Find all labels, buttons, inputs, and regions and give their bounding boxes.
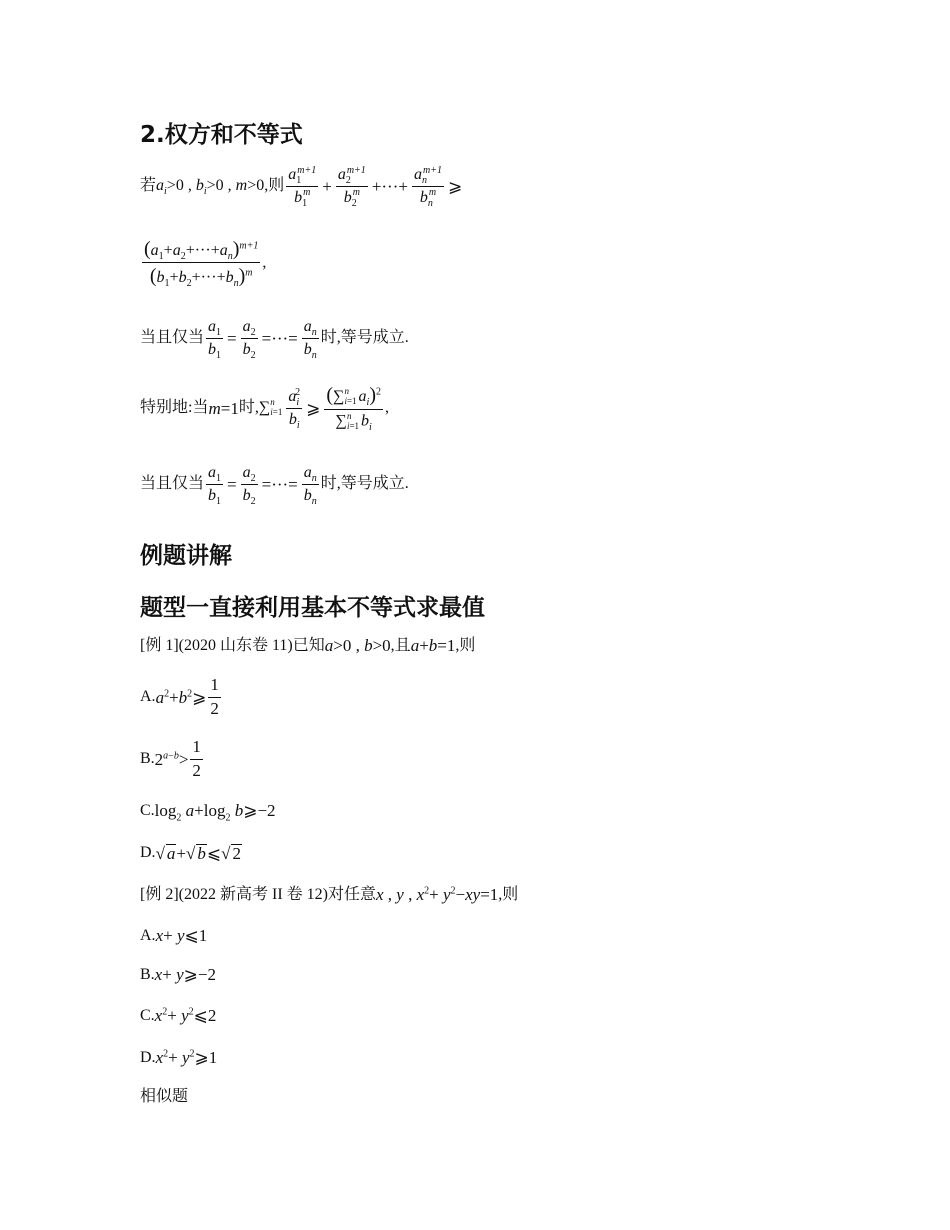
ex2-option-d-label: D. bbox=[140, 1048, 156, 1066]
ex1-option-a-label: A. bbox=[140, 688, 156, 706]
ex1-option-c[interactable]: C. $\log_2 a+\log_2$ b⩾−2 bbox=[140, 801, 276, 824]
ineq-comma: , bbox=[262, 253, 267, 271]
eq-cond2-prefix: 当且仅当 bbox=[140, 475, 205, 493]
type-heading: 题型一直接利用基本不等式求最值 bbox=[140, 595, 485, 621]
example-heading: 例题讲解 bbox=[140, 543, 232, 569]
similar-problems-label: 相似题 bbox=[140, 1088, 189, 1105]
ineq-then: ,则 bbox=[264, 177, 285, 195]
ex1-option-d-label: D. bbox=[140, 844, 156, 861]
ex1-option-b-label: B. bbox=[140, 750, 155, 768]
ineq-intro: 若 bbox=[140, 177, 157, 195]
ex1-option-c-label: C. bbox=[140, 801, 155, 819]
ineq-conditions: $a_i>0$ , $b_i>0$ , m>0 bbox=[156, 177, 265, 198]
example-1-stem: [例 1](2020 山东卷 11)已知 a>0 , b>0 ,且 a+b=1 ,则 bbox=[140, 636, 476, 655]
eq-cond-suffix: 时,等号成立. bbox=[320, 329, 409, 347]
equality-condition-2: 当且仅当 $\frac{a_1}{b_1}$ = $\frac{a_2}{b_2}$ =···= $\frac{a_n}{b_n}$ 时,等号成立. bbox=[140, 464, 409, 507]
ex1-and: ,且 bbox=[390, 636, 411, 654]
ex2-label: [例 2](2022 新高考 II 卷 12)对任意 bbox=[140, 885, 376, 903]
special-then: 时, bbox=[238, 399, 259, 416]
ex1-option-a[interactable]: A. $a^2+b^2⩾$ $\frac{1}{2}$ bbox=[140, 675, 219, 718]
special-prefix: 特别地:当 bbox=[140, 399, 209, 416]
fraction-term-1: $\frac{a_1^{m+1}}{b_1^m}$ bbox=[288, 164, 317, 209]
inequality-line-2 bbox=[140, 238, 267, 290]
ex2-option-d[interactable]: D. $x^2+$ $y^2⩾1$ bbox=[140, 1048, 218, 1067]
ex2-option-b-label: B. bbox=[140, 965, 155, 983]
ex1-label: [例 1](2020 山东卷 11)已知 bbox=[140, 636, 325, 654]
ex2-then: ,则 bbox=[498, 885, 519, 903]
equality-condition-1: 当且仅当 $\frac{a_1}{b_1}$ = $\frac{a_2}{b_2}$ =···= $\frac{a_n}{b_n}$ 时,等号成立. bbox=[140, 318, 409, 361]
fraction-term-n: $\frac{a_n^{m+1}}{b_n^m}$ bbox=[413, 164, 442, 209]
ex1-then: ,则 bbox=[455, 636, 476, 654]
ex2-option-c-label: C. bbox=[140, 1006, 155, 1024]
section-title: 2.权方和不等式 bbox=[140, 122, 303, 148]
ex1-option-b[interactable]: B. $2^{a-b}>$ $\frac{1}{2}$ bbox=[140, 737, 201, 780]
eq-cond2-suffix: 时,等号成立. bbox=[320, 475, 409, 493]
ex1-option-d[interactable]: D. √ a+√ b⩽√ 2 bbox=[140, 844, 241, 863]
ex2-option-a[interactable]: A. x+ y⩽1 bbox=[140, 926, 208, 945]
example-2-stem: [例 2](2022 新高考 II 卷 12)对任意 x , y , $x^2+ y^2-xy=1$ ,则 bbox=[140, 885, 519, 904]
special-case-line: 特别地:当 m=1 时, ∑ n i=1 $\frac{a_i^2}{b_i}$ ⩾ (∑ n i=1 $a_i)^2$ ∑ n i=1 $b_i$ , bbox=[140, 384, 389, 433]
ex2-option-c[interactable]: C. $x^2+$ $y^2⩽2$ bbox=[140, 1006, 217, 1025]
ex2-option-a-label: A. bbox=[140, 926, 156, 944]
ex2-option-b[interactable]: B. x+ y⩾−2 bbox=[140, 965, 216, 984]
special-tail: , bbox=[385, 399, 389, 416]
fraction-rhs: $\frac{(a_1+a_2+\cdot\cdot\cdot+a_n)^{m+1}}{(b_1+b_2+\cdot\cdot\cdot+b_n)^m}$ bbox=[144, 238, 259, 290]
fraction-term-2: $\frac{a_2^{m+1}}{b_2^m}$ bbox=[337, 164, 366, 209]
eq-cond-prefix: 当且仅当 bbox=[140, 329, 205, 347]
inequality-line-1: 若 $a_i>0$ , $b_i>0$ , m>0 ,则 $\frac{a_1^{m+1}}{b_1^m}$ + $\frac{a_2^{m+1}}{b_2^m}$ +···+ $\frac{a_n^{m+1}}{b_n^m}$ ⩾ bbox=[140, 164, 463, 209]
